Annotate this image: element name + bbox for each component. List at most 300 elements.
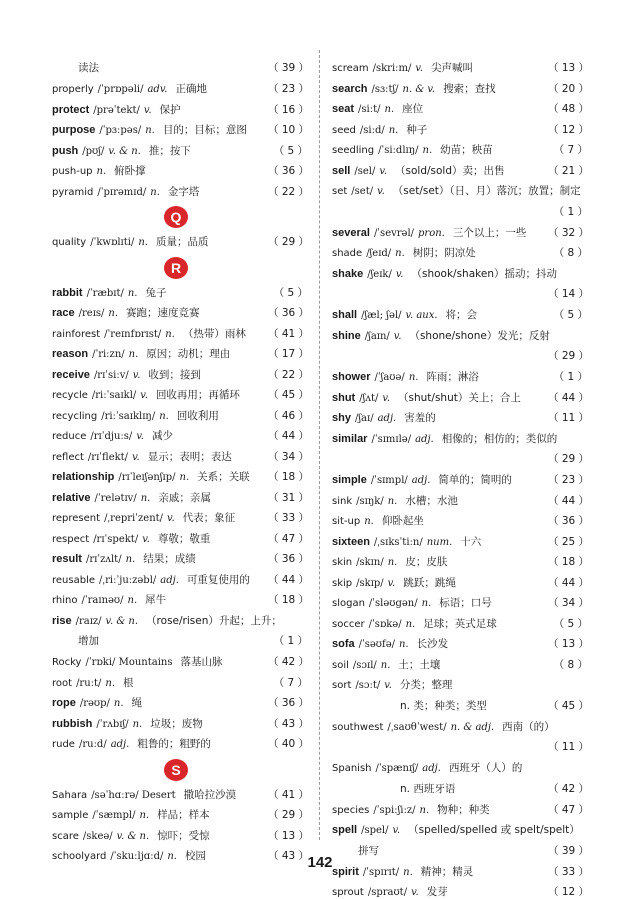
unit-reference: （ 46 ）: [268, 409, 310, 422]
entry-row: [332, 181, 588, 202]
part-of-speech: n.: [165, 328, 175, 340]
headword: Sahara: [52, 789, 88, 801]
section-letter-badge: R: [164, 257, 188, 279]
unit-reference: （ 13 ）: [268, 829, 310, 842]
unit-reference: （ 42 ）: [548, 782, 590, 795]
entry-row: [332, 573, 588, 594]
unit-reference: （ 45 ）: [548, 699, 590, 712]
part-of-speech: v.: [140, 390, 148, 401]
headword: respect: [52, 533, 90, 545]
entry-text: [52, 508, 268, 530]
headword: shy: [332, 412, 351, 424]
unit-reference: （ 22 ）: [268, 368, 310, 381]
definition: 样品；样本: [157, 809, 210, 821]
entry-row: [52, 426, 308, 447]
entry-row: [52, 785, 308, 806]
entry-text: [52, 488, 268, 510]
entry-row: [332, 120, 588, 141]
phonetic: /spel/: [361, 825, 389, 836]
definition: 标语；口号: [439, 597, 492, 609]
headword: rope: [52, 697, 76, 709]
headword: sprout: [332, 887, 364, 898]
definition: 根: [123, 676, 134, 689]
entry-text: [332, 634, 548, 656]
entry-row: [332, 223, 588, 244]
definition: 分类；整理: [399, 679, 453, 691]
phonetic: /rɪˈflekt/: [87, 451, 129, 463]
headword: pyramid: [52, 186, 94, 198]
entry-text: [332, 58, 548, 80]
entry-text: [332, 388, 548, 410]
entry-continuation: [332, 737, 588, 758]
part-of-speech: n.: [421, 598, 432, 609]
entry-text: [332, 800, 548, 822]
headword: reusable: [52, 574, 95, 586]
headword: schoolyard: [52, 851, 107, 862]
entry-text: [332, 264, 557, 286]
headword: rainforest: [52, 328, 101, 340]
headword: shall: [332, 309, 358, 321]
entry-row: [332, 429, 588, 450]
entry-continuation: [332, 449, 588, 470]
part-of-speech: v.: [379, 165, 388, 177]
entry-text: [332, 696, 548, 717]
entry-row: [332, 161, 588, 182]
entry-text: [332, 532, 548, 554]
part-of-speech: v. & n.: [116, 830, 150, 842]
definition: 犀牛: [145, 594, 167, 606]
headword: sit-up: [332, 516, 361, 527]
entry-text: [52, 631, 268, 652]
headword: race: [52, 307, 75, 319]
part-of-speech: v.: [384, 680, 392, 691]
phonetic: /siːt/: [358, 104, 381, 115]
entry-row: [52, 590, 308, 611]
definition: 正确地: [175, 83, 207, 95]
section-letter-badge: Q: [164, 206, 188, 228]
headword: several: [332, 226, 370, 239]
entry-text: [332, 491, 548, 513]
entry-row: [332, 367, 588, 388]
entry-text: [52, 590, 268, 612]
definition: 种子: [406, 123, 428, 136]
unit-reference: （ 18 ）: [548, 556, 590, 568]
entry-row: [52, 805, 308, 826]
entry-text: [332, 346, 548, 367]
entry-row: [332, 758, 588, 779]
part-of-speech: n.: [422, 145, 433, 156]
phonetic: /ˈspænɪʃ/: [375, 763, 419, 774]
phonetic: /sɜːtʃ/: [371, 83, 399, 95]
phonetic: /ˈriːzn/: [92, 349, 125, 360]
section-header: [52, 755, 308, 785]
entry-row: [332, 532, 588, 553]
entry-text: [332, 593, 548, 615]
entry-row: [332, 717, 588, 738]
entry-text: [52, 785, 268, 807]
definition: 害羞的: [404, 412, 436, 424]
definition: （spelled/spelled 或 spelt/spelt）: [408, 824, 580, 836]
phonetic: /ˌsɪksˈtiːn/: [373, 536, 423, 548]
entry-row: [332, 264, 588, 285]
headword: protect: [52, 103, 90, 116]
entry-row: [52, 324, 308, 345]
unit-reference: （ 17 ）: [268, 348, 310, 360]
headword: relative: [52, 491, 91, 504]
part-of-speech: n.: [388, 124, 399, 136]
part-of-speech: n.: [403, 866, 413, 878]
entry-row: [332, 675, 588, 696]
phonetic: /rɪˈsiːv/: [93, 369, 129, 381]
phonetic: /ˈsɪmpl/: [370, 475, 408, 486]
unit-reference: （ 45 ）: [268, 389, 310, 401]
unit-reference: （ 21 ）: [548, 164, 590, 177]
phonetic: /ˈsɪmɪlə/: [371, 433, 412, 445]
phonetic: /ˈkwɒlɪti/: [90, 237, 135, 248]
unit-reference: （ 41 ）: [268, 788, 310, 801]
part-of-speech: v.: [395, 268, 404, 280]
definition: n. 类；种类；类型: [400, 699, 487, 712]
unit-reference: （ 29 ）: [268, 236, 310, 248]
definition: 粗鲁的；粗野的: [137, 738, 211, 750]
headword: rubbish: [52, 717, 93, 730]
entry-text: [332, 675, 548, 697]
entry-text: [332, 614, 548, 636]
unit-reference: （ 1 ）: [553, 205, 588, 218]
unit-reference: （ 11 ）: [548, 741, 590, 753]
part-of-speech: n.: [132, 718, 143, 730]
definition: 原因；动机；理由: [146, 348, 231, 360]
entry-text: [332, 243, 548, 265]
headword: root: [52, 677, 73, 689]
phonetic: /ruːd/: [78, 739, 107, 750]
definition: 关系；关联: [197, 471, 250, 483]
entry-text: [332, 202, 548, 223]
part-of-speech: v.: [377, 186, 385, 197]
headword: spirit: [332, 865, 359, 878]
unit-reference: （ 25 ）: [548, 535, 590, 548]
entry-row: [52, 652, 308, 673]
definition: （shook/shaken）摇动；抖动: [411, 267, 557, 280]
entry-text: [332, 181, 581, 203]
phonetic: /rɪˈleɪʃənʃɪp/: [118, 472, 176, 483]
part-of-speech: v.: [393, 330, 402, 342]
unit-reference: （ 39 ）: [268, 62, 310, 74]
entry-row: [52, 161, 308, 182]
unit-reference: （ 33 ）: [548, 865, 590, 878]
part-of-speech: n.: [398, 639, 409, 650]
entry-text: [332, 140, 548, 162]
unit-reference: （ 8 ）: [553, 247, 588, 259]
part-of-speech: n.: [419, 804, 430, 816]
headword: rabbit: [52, 286, 83, 299]
entry-text: [332, 79, 548, 101]
unit-reference: （ 44 ）: [268, 430, 310, 442]
entry-text: [332, 552, 548, 574]
definition: （sold/sold）卖；出售: [395, 164, 505, 177]
headword: spell: [332, 824, 358, 836]
entry-text: [52, 385, 268, 407]
phonetic: /sɪŋk/: [356, 495, 384, 507]
entry-row: [52, 79, 308, 100]
entry-row: [52, 714, 308, 735]
entry-row: [332, 326, 588, 347]
column-divider: [319, 50, 320, 840]
entry-row: [52, 673, 308, 694]
unit-reference: （ 7 ）: [553, 144, 588, 156]
unit-reference: （ 1 ）: [273, 635, 308, 647]
unit-reference: （ 12 ）: [548, 123, 590, 136]
headword: soil: [332, 659, 349, 671]
phonetic: /skɪn/: [356, 557, 384, 568]
part-of-speech: n.: [113, 698, 124, 709]
phonetic: /reɪs/: [78, 308, 105, 319]
entry-text: [52, 141, 268, 163]
part-of-speech: v.: [132, 369, 141, 381]
phonetic: /raɪz/: [75, 615, 102, 627]
phonetic: /ˈsɒkə/: [368, 618, 402, 630]
unit-reference: （ 5 ）: [273, 286, 308, 299]
headword: shine: [332, 329, 361, 342]
part-of-speech: v. & n.: [108, 145, 141, 157]
part-of-speech: n.: [167, 851, 177, 862]
entry-text: [52, 406, 268, 428]
phonetic: /ˈskuːljɑːd/: [110, 851, 164, 862]
entry-text: [52, 232, 268, 254]
phonetic: /ʃʌt/: [359, 392, 379, 404]
entry-text: [52, 805, 268, 827]
definition: 代表；象征: [182, 512, 236, 524]
entry-text: [332, 429, 558, 451]
definition: 撒哈拉沙漠: [183, 788, 237, 801]
unit-reference: （ 20 ）: [548, 82, 590, 95]
part-of-speech: n.: [387, 557, 398, 568]
unit-reference: （ 44 ）: [268, 573, 310, 586]
part-of-speech: n.: [395, 248, 405, 259]
part-of-speech: adj.: [415, 433, 434, 445]
entry-row: [52, 100, 308, 121]
part-of-speech: num.: [426, 536, 453, 548]
unit-reference: （ 12 ）: [548, 886, 590, 898]
headword: shower: [332, 371, 371, 383]
entry-text: [52, 100, 268, 122]
definition: 物种；种类: [437, 803, 490, 816]
definition: 回收利用: [176, 409, 219, 422]
headword: similar: [332, 432, 368, 445]
phonetic: /ˌriːˈjuːzəbl/: [99, 574, 157, 586]
entry-row: [52, 508, 308, 529]
part-of-speech: v.: [411, 887, 419, 898]
entry-row: [332, 655, 588, 676]
phonetic: /ˌsaʊθˈwest/: [387, 721, 447, 733]
entry-text: [52, 467, 268, 489]
phonetic: /prəˈtekt/: [93, 104, 140, 116]
headword: rude: [52, 739, 75, 750]
headword: result: [52, 553, 82, 565]
headword: southwest: [332, 721, 384, 733]
entry-text: [332, 120, 548, 142]
part-of-speech: pron.: [418, 227, 445, 239]
part-of-speech: v.: [167, 513, 175, 524]
entry-row: [332, 470, 588, 491]
headword: soccer: [332, 618, 365, 630]
definition: 亲戚；亲属: [158, 491, 211, 504]
unit-reference: （ 36 ）: [268, 697, 310, 709]
entry-text: [52, 324, 268, 346]
unit-reference: （ 44 ）: [548, 576, 590, 589]
entry-text: [332, 717, 555, 739]
entry-row: [52, 488, 308, 509]
headword: sixteen: [332, 535, 370, 548]
entry-continuation: [332, 202, 588, 223]
entry-row: [332, 614, 588, 635]
part-of-speech: adj.: [160, 574, 179, 586]
entry-text: [332, 882, 548, 899]
entry-row: [52, 141, 308, 162]
phonetic: /ˈʃaʊə/: [374, 372, 405, 383]
entry-text: [332, 737, 548, 758]
unit-reference: （ 48 ）: [548, 103, 590, 115]
entry-row: [52, 344, 308, 365]
entry-row: [52, 385, 308, 406]
entry-text: [52, 283, 268, 305]
unit-reference: （ 33 ）: [268, 512, 310, 524]
entry-text: [52, 570, 268, 592]
unit-reference: （ 18 ）: [268, 594, 310, 606]
left-column: [52, 58, 308, 867]
headword: purpose: [52, 124, 96, 136]
entry-row: [332, 800, 588, 821]
definition: 足球；英式足球: [423, 617, 497, 630]
entry-row: [52, 826, 308, 847]
headword: simple: [332, 474, 367, 486]
entry-row: [52, 693, 308, 714]
phonetic: /rɪˈspekt/: [93, 533, 139, 545]
entry-text: [332, 284, 548, 305]
definition: 绳: [131, 697, 143, 709]
definition: 长沙发: [416, 638, 449, 650]
entry-continuation: [332, 346, 588, 367]
unit-reference: （ 34 ）: [548, 597, 590, 609]
headword: scare: [52, 830, 79, 842]
part-of-speech: n.: [408, 372, 419, 383]
unit-reference: （ 36 ）: [268, 307, 310, 319]
entry-text: [52, 826, 268, 848]
part-of-speech: n.: [145, 125, 155, 136]
phonetic: /riːˈsaɪklɪŋ/: [101, 410, 156, 422]
definition: 金字塔: [167, 185, 200, 198]
definition: 质量；品质: [155, 236, 209, 248]
entry-row: [52, 611, 308, 632]
unit-reference: （ 44 ）: [548, 391, 590, 404]
definition: 俯卧撑: [114, 165, 146, 177]
definition: 读法: [78, 62, 99, 74]
unit-reference: （ 40 ）: [268, 738, 310, 750]
unit-reference: （ 47 ）: [268, 532, 310, 545]
definition: 尊敬；敬重: [157, 532, 211, 545]
part-of-speech: n.: [139, 810, 150, 821]
unit-reference: （ 42 ）: [268, 656, 310, 668]
part-of-speech: v.: [132, 451, 140, 463]
part-of-speech: n.: [364, 516, 374, 527]
section-header: [52, 202, 308, 232]
phonetic: /rəʊp/: [79, 698, 110, 709]
entry-row: [52, 120, 308, 141]
part-of-speech: n.: [105, 677, 116, 689]
part-of-speech: adj.: [377, 413, 397, 424]
entry-row: [52, 406, 308, 427]
entry-continuation: [52, 631, 308, 652]
unit-reference: （ 11 ）: [548, 412, 590, 424]
definition: （shone/shone）发光；反射: [409, 329, 550, 342]
phonetic: /ˈræbɪt/: [86, 287, 124, 299]
phonetic: /ˈsəʊfə/: [358, 639, 395, 650]
part-of-speech: n.: [108, 308, 119, 319]
unit-reference: （ 1 ）: [553, 371, 588, 383]
headword: shake: [332, 267, 364, 280]
headword: sell: [332, 164, 351, 177]
part-of-speech: v.: [387, 577, 396, 589]
entry-row: [52, 365, 308, 386]
headword: rhino: [52, 595, 78, 606]
entry-text: [52, 734, 268, 756]
part-of-speech: v. aux.: [405, 310, 438, 321]
headword: shade: [332, 248, 363, 259]
unit-reference: （ 23 ）: [268, 83, 310, 95]
entry-text: [332, 449, 548, 470]
headword: reflect: [52, 451, 84, 463]
part-of-speech: n.: [380, 659, 391, 671]
definition: 增加: [78, 635, 99, 647]
entry-row: [332, 820, 588, 841]
part-of-speech: v.: [392, 825, 401, 836]
entry-text: [332, 820, 580, 842]
entry-text: [52, 714, 268, 736]
unit-reference: （ 5 ）: [553, 309, 588, 321]
part-of-speech: adj.: [110, 739, 130, 750]
entry-text: [332, 779, 548, 800]
entry-text: [52, 693, 268, 715]
phonetic: /riːˈsaɪkl/: [91, 390, 137, 401]
definition: 精神；精灵: [420, 865, 474, 878]
entry-text: [52, 549, 268, 571]
entry-text: [52, 303, 268, 325]
entry-text: [52, 611, 282, 633]
entry-text: [52, 426, 268, 448]
entry-row: [332, 388, 588, 409]
phonetic: /ʃæl; ʃəl/: [361, 310, 402, 321]
phonetic: /ˈpɪrəmɪd/: [97, 186, 147, 198]
entry-continuation: [332, 696, 588, 717]
unit-reference: （ 13 ）: [548, 638, 590, 650]
definition: 水槽；水池: [405, 494, 458, 507]
entry-text: [52, 58, 268, 79]
phonetic: /skeə/: [82, 830, 113, 842]
part-of-speech: n. & adj.: [450, 721, 495, 733]
definition: 仰卧起坐: [381, 515, 424, 527]
entry-row: [332, 552, 588, 573]
unit-reference: （ 47 ）: [548, 803, 590, 816]
entry-text: [52, 529, 268, 551]
section-letter-badge: S: [164, 759, 188, 781]
unit-reference: （ 29 ）: [268, 809, 310, 821]
entry-text: [332, 655, 548, 677]
part-of-speech: n.: [150, 186, 160, 198]
definition: 显示；表明；表达: [147, 450, 232, 463]
unit-reference: （ 43 ）: [268, 717, 310, 730]
headword: quality: [52, 237, 87, 248]
part-of-speech: v.: [382, 392, 391, 404]
